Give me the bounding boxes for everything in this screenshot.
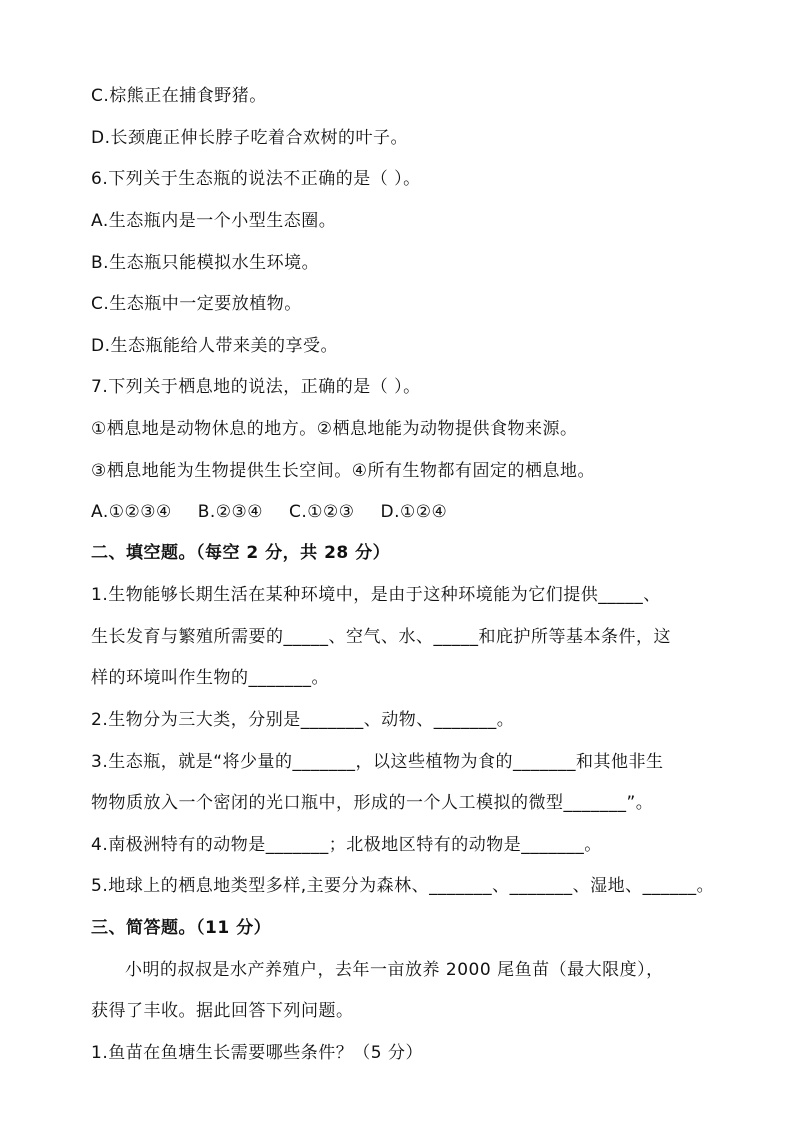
q6-stem: 6.下列关于生态瓶的说法不正确的是（ ）。 (91, 169, 421, 189)
q7-option-d: D.①②④ (380, 502, 448, 522)
fill-q3-line2: 物物质放入一个密闭的光口瓶中，形成的一个人工模拟的微型_______”。 (91, 793, 654, 813)
q6-option-b: B.生态瓶只能模拟水生环境。 (91, 253, 320, 273)
section3-intro-line2: 获得了丰收。据此回答下列问题。 (91, 1001, 354, 1021)
section3-heading: 三、简答题。（11 分） (91, 918, 272, 938)
fill-q1-line3: 样的环境叫作生物的_______。 (91, 668, 329, 688)
q7-option-a: A.①②③④ (91, 502, 172, 522)
fill-q3-line1: 3.生态瓶，就是“将少量的_______，以这些植物为食的_______和其他非生 (91, 752, 664, 772)
q7-statements-1: ①栖息地是动物休息的地方。②栖息地能为动物提供食物来源。 (91, 419, 578, 439)
fill-q1-line2: 生长发育与繁殖所需要的_____、空气、水、_____和庇护所等基本条件，这 (91, 627, 671, 647)
q7-options (91, 500, 734, 524)
q7-option-b: B.②③④ (197, 502, 263, 522)
fill-q4: 4.南极洲特有的动物是_______；北极地区特有的动物是_______。 (91, 835, 602, 855)
section2-heading: 二、填空题。（每空 2 分，共 28 分） (91, 543, 391, 563)
section3-intro-line1: 小明的叔叔是水产养殖户，去年一亩放养 2000 尾鱼苗（最大限度）， (125, 960, 664, 980)
short-answer-q1: 1.鱼苗在鱼塘生长需要哪些条件？（5 分） (91, 1043, 423, 1063)
q5-option-c: C.棕熊正在捕食野猪。 (91, 86, 267, 106)
q6-option-a: A.生态瓶内是一个小型生态圈。 (91, 211, 337, 231)
q6-option-d: D.生态瓶能给人带来美的享受。 (91, 336, 338, 356)
q7-option-c: C.①②③ (289, 502, 355, 522)
fill-q1-line1: 1.生物能够长期生活在某种环境中，是由于这种环境能为它们提供_____、 (91, 585, 661, 605)
q7-statements-2: ③栖息地能为生物提供生长空间。④所有生物都有固定的栖息地。 (91, 461, 595, 481)
q7-stem: 7.下列关于栖息地的说法，正确的是（ ）。 (91, 377, 421, 397)
fill-q5: 5.地球上的栖息地类型多样,主要分为森林、_______、_______、湿地、______。 (91, 876, 715, 896)
q5-option-d: D.长颈鹿正伸长脖子吃着合欢树的叶子。 (91, 128, 408, 148)
fill-q2: 2.生物分为三大类，分别是_______、动物、_______。 (91, 710, 515, 730)
q6-option-c: C.生态瓶中一定要放植物。 (91, 294, 302, 314)
